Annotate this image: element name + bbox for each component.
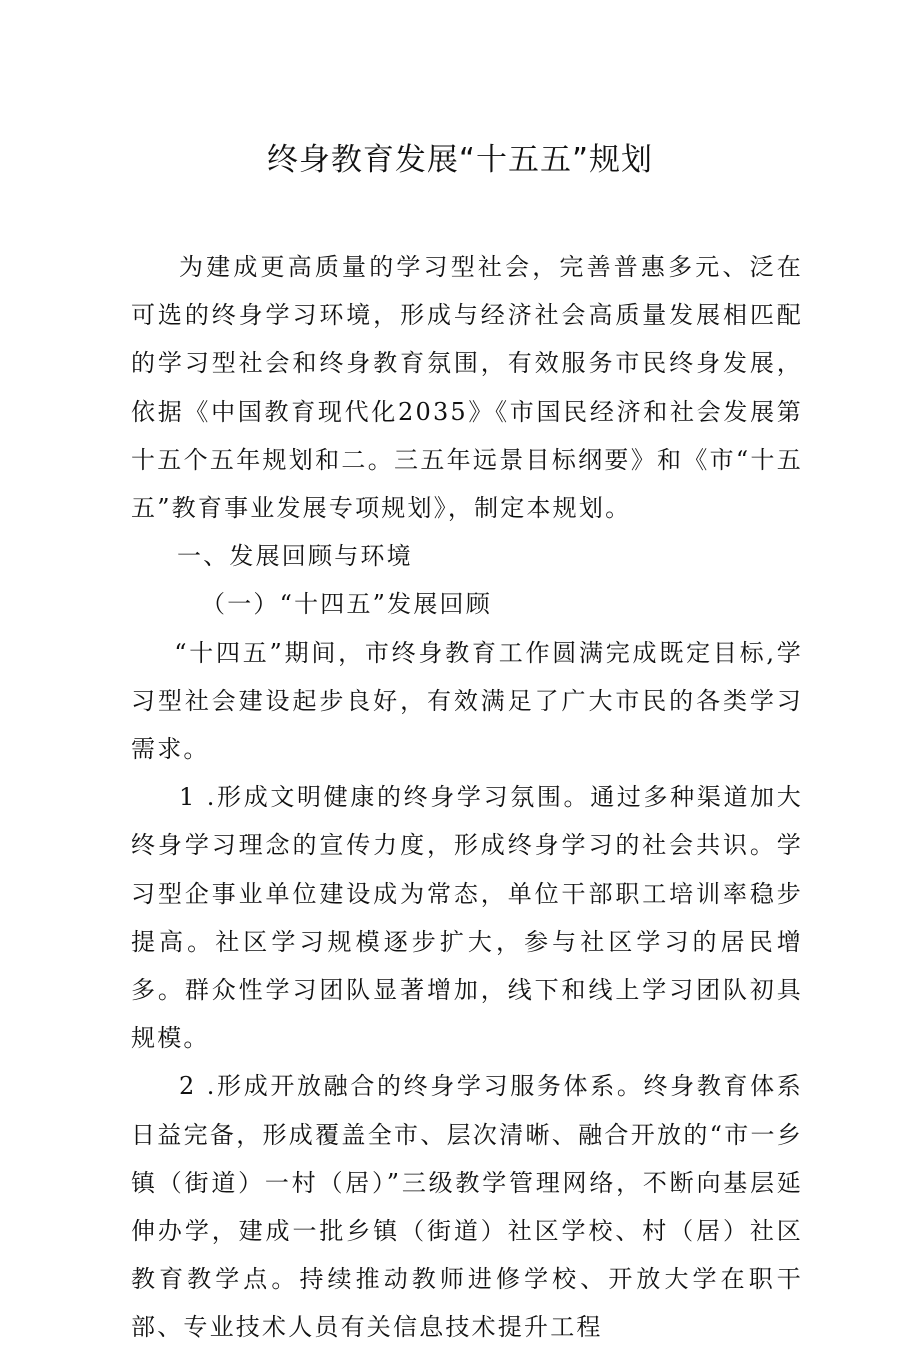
intro-paragraph: 为建成更高质量的学习型社会，完善普惠多元、泛在可选的终身学习环境，形成与经济社会高质量发展相匹配的学习型社会和终身教育氛围，有效服务市民终身发展，依据《中国教育现代化2035》《市国民经济和社会发展第十五个五年规划和二。三五年远景目标纲要》和《市“十五五”教育事业发展专项规划》，制定本规划。 (131, 253, 803, 523)
review-summary-paragraph: “十四五”期间，市终身教育工作圆满完成既定目标,学习型社会建设起步良好，有效满足了广大市民的各类学习需求。 (131, 638, 803, 764)
list-item-2: 2 .形成开放融合的终身学习服务体系。终身教育体系日益完备，形成覆盖全市、层次清晰、融合开放的“市一乡镇（街道）一村（居）”三级教学管理网络，不断向基层延伸办学，建成一批乡镇（街道）社区学校、村（居）社区教育教学点。持续推动教师进修学校、开放大学在职干部、专业技术人员有关信息技术提升工程 (131, 1072, 803, 1342)
list-item-1: 1 .形成文明健康的终身学习氛围。通过多种渠道加大终身学习理念的宣传力度，形成终身学习的社会共识。学习型企事业单位建设成为常态，单位干部职工培训率稳步提高。社区学习规模逐步扩大，参与社区学习的居民增多。群众性学习团队显著增加，线下和线上学习团队初具规模。 (131, 783, 803, 1053)
document-body (131, 243, 803, 1352)
subsection-heading: （一）“十四五”发展回顾 (201, 590, 492, 619)
section-heading: 一、发展回顾与环境 (177, 542, 413, 571)
document-title: 终身教育发展“十五五”规划 (266, 142, 654, 178)
